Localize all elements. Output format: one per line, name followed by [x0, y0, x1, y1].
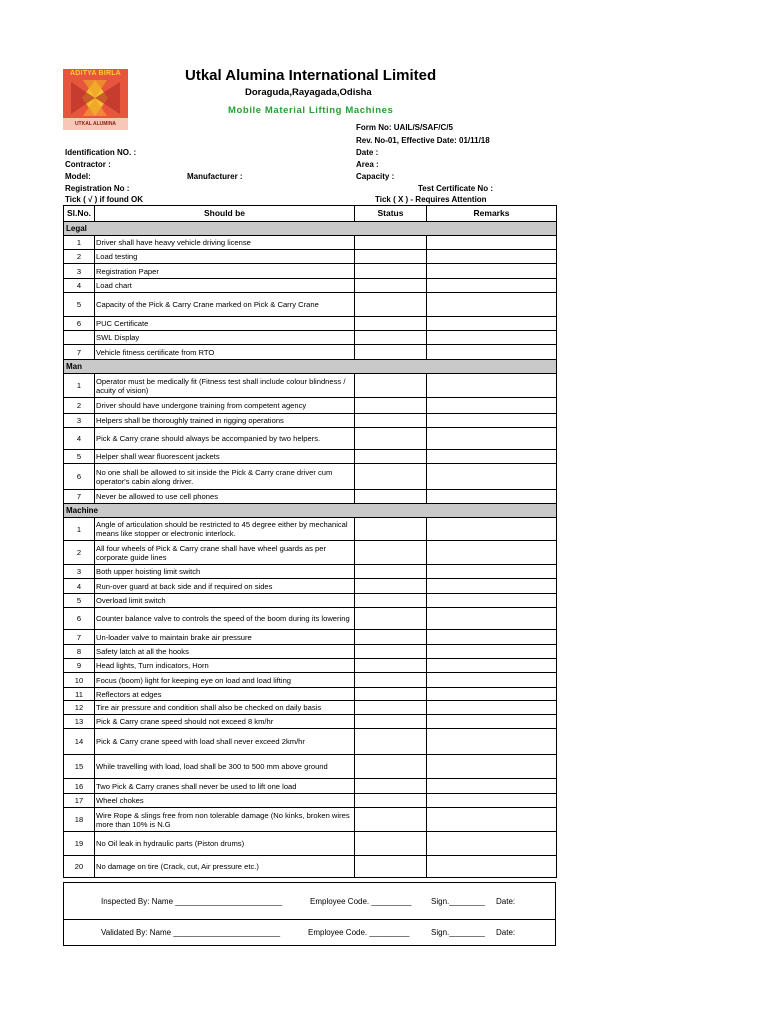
row-status-cell[interactable]: [355, 715, 427, 729]
row-number: 20: [64, 856, 95, 878]
row-number: 5: [64, 293, 95, 317]
row-number: 2: [64, 250, 95, 264]
row-requirement: Pick & Carry crane speed with load shall never exceed 2km/hr: [95, 729, 355, 755]
row-requirement: Un-loader valve to maintain brake air pressure: [95, 630, 355, 645]
row-status-cell[interactable]: [355, 428, 427, 450]
area-label: Area :: [356, 160, 379, 169]
row-status-cell[interactable]: [355, 729, 427, 755]
row-requirement: Run-over guard at back side and if required on sides: [95, 579, 355, 594]
table-row: [64, 374, 557, 398]
table-row: [64, 832, 557, 856]
header-sl-no: Sl.No.: [64, 206, 95, 222]
row-status-cell[interactable]: [355, 279, 427, 293]
row-number: 13: [64, 715, 95, 729]
row-number: 6: [64, 317, 95, 331]
table-row: [64, 715, 557, 729]
row-status-cell[interactable]: [355, 688, 427, 701]
row-remarks-cell[interactable]: [427, 630, 557, 645]
validated-sign[interactable]: Sign.________: [431, 928, 485, 937]
row-remarks-cell[interactable]: [427, 701, 557, 715]
row-status-cell[interactable]: [355, 659, 427, 673]
row-remarks-cell[interactable]: [427, 490, 557, 504]
row-requirement: Driver shall have heavy vehicle driving license: [95, 236, 355, 250]
row-status-cell[interactable]: [355, 490, 427, 504]
row-number: 3: [64, 414, 95, 428]
table-row: [64, 630, 557, 645]
table-row: [64, 794, 557, 808]
row-requirement: No Oil leak in hydraulic parts (Piston drums): [95, 832, 355, 856]
row-status-cell[interactable]: [355, 398, 427, 414]
table-row: [64, 414, 557, 428]
row-requirement: Angle of articulation should be restricted to 45 degree either by mechanical means like stopper or electronic interlock.: [95, 518, 355, 541]
row-number: [64, 331, 95, 345]
row-status-cell[interactable]: [355, 645, 427, 659]
row-status-cell[interactable]: [355, 594, 427, 608]
row-number: 3: [64, 565, 95, 579]
row-status-cell[interactable]: [355, 630, 427, 645]
row-number: 11: [64, 688, 95, 701]
row-remarks-cell[interactable]: [427, 450, 557, 464]
row-remarks-cell[interactable]: [427, 565, 557, 579]
row-remarks-cell[interactable]: [427, 688, 557, 701]
row-requirement: Helpers shall be thoroughly trained in rigging operations: [95, 414, 355, 428]
row-status-cell[interactable]: [355, 565, 427, 579]
table-row: [64, 398, 557, 414]
row-number: 4: [64, 279, 95, 293]
row-number: 8: [64, 645, 95, 659]
table-row: [64, 331, 557, 345]
row-remarks-cell[interactable]: [427, 729, 557, 755]
row-status-cell[interactable]: [355, 293, 427, 317]
row-requirement: Load testing: [95, 250, 355, 264]
row-remarks-cell[interactable]: [427, 398, 557, 414]
logo-sun-icon: [63, 78, 128, 118]
row-status-cell[interactable]: [355, 794, 427, 808]
row-remarks-cell[interactable]: [427, 645, 557, 659]
row-remarks-cell[interactable]: [427, 293, 557, 317]
date-label: Date :: [356, 148, 379, 157]
contractor-label: Contractor :: [65, 160, 111, 169]
table-row: [64, 317, 557, 331]
row-status-cell[interactable]: [355, 414, 427, 428]
row-number: 10: [64, 673, 95, 688]
row-remarks-cell[interactable]: [427, 317, 557, 331]
row-remarks-cell[interactable]: [427, 264, 557, 279]
row-remarks-cell[interactable]: [427, 794, 557, 808]
row-number: 5: [64, 594, 95, 608]
row-remarks-cell[interactable]: [427, 236, 557, 250]
row-requirement: Tire air pressure and condition shall also be checked on daily basis: [95, 701, 355, 715]
row-status-cell[interactable]: [355, 579, 427, 594]
validated-employee-code[interactable]: Employee Code. _________: [308, 928, 410, 937]
inspected-sign[interactable]: Sign.________: [431, 897, 485, 906]
tick-attention-legend: Tick ( X ) - Requires Attention: [375, 195, 487, 204]
table-row: [64, 293, 557, 317]
row-remarks-cell[interactable]: [427, 541, 557, 565]
row-status-cell[interactable]: [355, 673, 427, 688]
row-requirement: Wire Rope & slings free from non tolerable damage (No kinks, broken wires more than 10% is N.G: [95, 808, 355, 832]
row-requirement: Never be allowed to use cell phones: [95, 490, 355, 504]
row-number: 7: [64, 490, 95, 504]
table-row: [64, 594, 557, 608]
row-status-cell[interactable]: [355, 832, 427, 856]
row-remarks-cell[interactable]: [427, 659, 557, 673]
row-requirement: No damage on tire (Crack, cut, Air pressure etc.): [95, 856, 355, 878]
row-requirement: Wheel chokes: [95, 794, 355, 808]
row-number: 18: [64, 808, 95, 832]
row-remarks-cell[interactable]: [427, 755, 557, 779]
row-requirement: Focus (boom) light for keeping eye on load and load lifting: [95, 673, 355, 688]
row-remarks-cell[interactable]: [427, 594, 557, 608]
row-number: 7: [64, 345, 95, 360]
table-row: [64, 856, 557, 878]
row-status-cell[interactable]: [355, 236, 427, 250]
table-row: [64, 279, 557, 293]
table-row: [64, 701, 557, 715]
row-status-cell[interactable]: [355, 264, 427, 279]
table-row: [64, 608, 557, 630]
row-requirement: Operator must be medically fit (Fitness test shall include colour blindness / acuity of vision): [95, 374, 355, 398]
section-title: Machine: [64, 504, 557, 518]
row-number: 7: [64, 630, 95, 645]
row-number: 12: [64, 701, 95, 715]
header-remarks: Remarks: [427, 206, 557, 222]
row-number: 14: [64, 729, 95, 755]
row-requirement: Capacity of the Pick & Carry Crane marked on Pick & Carry Crane: [95, 293, 355, 317]
form-subtitle: Mobile Material Lifting Machines: [228, 105, 394, 116]
row-requirement: Reflectors at edges: [95, 688, 355, 701]
table-row: [64, 659, 557, 673]
form-number: Form No: UAIL/S/SAF/C/5: [356, 123, 453, 132]
table-row: [64, 518, 557, 541]
row-number: 5: [64, 450, 95, 464]
checklist-body: [64, 206, 557, 878]
row-status-cell[interactable]: [355, 450, 427, 464]
row-number: 4: [64, 579, 95, 594]
aditya-birla-logo: [63, 69, 128, 130]
row-status-cell[interactable]: [355, 608, 427, 630]
section-row: [64, 360, 557, 374]
row-requirement: While travelling with load, load shall be 300 to 500 mm above ground: [95, 755, 355, 779]
row-remarks-cell[interactable]: [427, 414, 557, 428]
row-remarks-cell[interactable]: [427, 331, 557, 345]
header-status: Status: [355, 206, 427, 222]
table-row: [64, 345, 557, 360]
row-requirement: Counter balance valve to controls the speed of the boom during its lowering: [95, 608, 355, 630]
row-remarks-cell[interactable]: [427, 374, 557, 398]
test-certificate-label: Test Certificate No :: [418, 184, 493, 193]
row-remarks-cell[interactable]: [427, 779, 557, 794]
table-row: [64, 490, 557, 504]
row-requirement: SWL Display: [95, 331, 355, 345]
table-row: [64, 264, 557, 279]
row-status-cell[interactable]: [355, 701, 427, 715]
row-requirement: Driver should have undergone training from competent agency: [95, 398, 355, 414]
table-row: [64, 236, 557, 250]
row-requirement: Registration Paper: [95, 264, 355, 279]
row-requirement: Load chart: [95, 279, 355, 293]
row-number: 16: [64, 779, 95, 794]
table-row: [64, 808, 557, 832]
identification-label: Identification NO. :: [65, 148, 137, 157]
row-number: 15: [64, 755, 95, 779]
table-row: [64, 450, 557, 464]
row-requirement: Two Pick & Carry cranes shall never be used to lift one load: [95, 779, 355, 794]
inspected-employee-code[interactable]: Employee Code. _________: [310, 897, 412, 906]
logo-brand-text: ADITYA BIRLA: [70, 70, 121, 77]
row-remarks-cell[interactable]: [427, 428, 557, 450]
row-requirement: Helper shall wear fluorescent jackets: [95, 450, 355, 464]
table-row: [64, 673, 557, 688]
table-row: [64, 688, 557, 701]
row-requirement: Both upper hoisting limit switch: [95, 565, 355, 579]
row-number: 1: [64, 518, 95, 541]
row-remarks-cell[interactable]: [427, 673, 557, 688]
row-number: 9: [64, 659, 95, 673]
revision-info: Rev. No-01, Effective Date: 01/11/18: [356, 136, 490, 145]
table-row: [64, 250, 557, 264]
row-number: 17: [64, 794, 95, 808]
row-status-cell[interactable]: [355, 374, 427, 398]
table-row: [64, 755, 557, 779]
row-number: 3: [64, 264, 95, 279]
row-status-cell[interactable]: [355, 331, 427, 345]
row-number: 19: [64, 832, 95, 856]
section-row: [64, 222, 557, 236]
row-remarks-cell[interactable]: [427, 608, 557, 630]
row-status-cell[interactable]: [355, 808, 427, 832]
inspected-by-name[interactable]: Inspected By: Name ________________________: [101, 897, 283, 906]
checklist-table: [63, 205, 557, 878]
row-status-cell[interactable]: [355, 464, 427, 490]
logo-unit-band: UTKAL ALUMINA: [63, 118, 128, 130]
table-row: [64, 645, 557, 659]
row-number: 2: [64, 398, 95, 414]
row-requirement: Head lights, Turn indicators, Horn: [95, 659, 355, 673]
tick-ok-legend: Tick ( √ ) if found OK: [65, 195, 144, 204]
row-remarks-cell[interactable]: [427, 808, 557, 832]
registration-label: Registration No :: [65, 184, 130, 193]
row-number: 6: [64, 464, 95, 490]
row-remarks-cell[interactable]: [427, 279, 557, 293]
table-header-row: [64, 206, 557, 222]
row-remarks-cell[interactable]: [427, 856, 557, 878]
table-row: [64, 541, 557, 565]
table-row: [64, 779, 557, 794]
row-status-cell[interactable]: [355, 518, 427, 541]
validated-date[interactable]: Date:: [496, 928, 516, 937]
manufacturer-label: Manufacturer :: [187, 172, 243, 181]
row-requirement: Safety latch at all the hooks: [95, 645, 355, 659]
row-status-cell[interactable]: [355, 856, 427, 878]
header-should-be: Should be: [95, 206, 355, 222]
model-label: Model:: [65, 172, 91, 181]
row-requirement: PUC Certificate: [95, 317, 355, 331]
validated-by-name[interactable]: Validated By: Name ________________________: [101, 928, 281, 937]
row-status-cell[interactable]: [355, 317, 427, 331]
row-requirement: No one shall be allowed to sit inside the Pick & Carry crane driver cum operator's cabin along driver.: [95, 464, 355, 490]
row-status-cell[interactable]: [355, 779, 427, 794]
row-status-cell[interactable]: [355, 345, 427, 360]
row-status-cell[interactable]: [355, 541, 427, 565]
table-row: [64, 464, 557, 490]
row-remarks-cell[interactable]: [427, 250, 557, 264]
row-number: 4: [64, 428, 95, 450]
row-number: 1: [64, 236, 95, 250]
row-remarks-cell[interactable]: [427, 518, 557, 541]
section-row: [64, 504, 557, 518]
section-title: Legal: [64, 222, 557, 236]
section-title: Man: [64, 360, 557, 374]
row-remarks-cell[interactable]: [427, 832, 557, 856]
inspected-by-block: [63, 882, 556, 920]
company-name: Utkal Alumina International Limited: [185, 67, 437, 84]
row-number: 6: [64, 608, 95, 630]
table-row: [64, 565, 557, 579]
row-status-cell[interactable]: [355, 250, 427, 264]
row-requirement: Pick & Carry crane speed should not exceed 8 km/hr: [95, 715, 355, 729]
row-remarks-cell[interactable]: [427, 464, 557, 490]
table-row: [64, 729, 557, 755]
row-remarks-cell[interactable]: [427, 345, 557, 360]
row-number: 1: [64, 374, 95, 398]
row-remarks-cell[interactable]: [427, 579, 557, 594]
row-status-cell[interactable]: [355, 755, 427, 779]
capacity-label: Capacity :: [356, 172, 395, 181]
table-row: [64, 579, 557, 594]
row-requirement: Vehicle fitness certificate from RTO: [95, 345, 355, 360]
row-remarks-cell[interactable]: [427, 715, 557, 729]
row-requirement: Pick & Carry crane should always be accompanied by two helpers.: [95, 428, 355, 450]
row-number: 2: [64, 541, 95, 565]
row-requirement: All four wheels of Pick & Carry crane shall have wheel guards as per corporate guide lines: [95, 541, 355, 565]
validated-by-block: [63, 919, 556, 946]
table-row: [64, 428, 557, 450]
row-requirement: Overload limit switch: [95, 594, 355, 608]
company-location: Doraguda,Rayagada,Odisha: [245, 87, 372, 98]
inspected-date[interactable]: Date:: [496, 897, 516, 906]
